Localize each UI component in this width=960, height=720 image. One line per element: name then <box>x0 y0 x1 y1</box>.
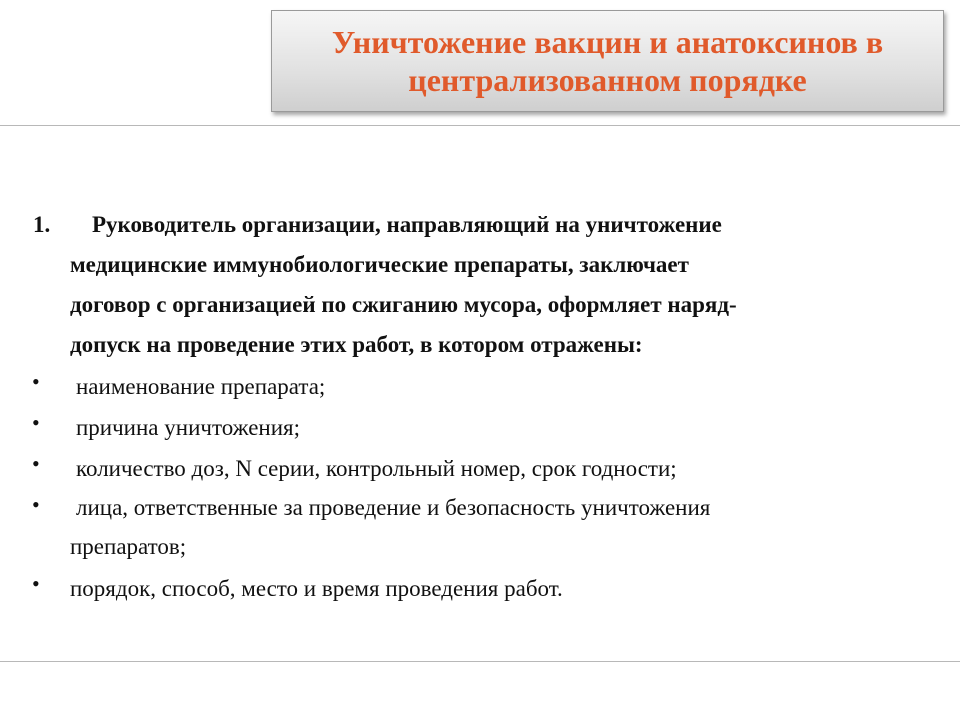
bullet-icon: • <box>32 410 40 435</box>
bullet-icon: • <box>32 492 40 517</box>
bullet-item-4-continued: препаратов; <box>70 534 187 559</box>
item-number: 1. <box>33 212 51 237</box>
bullet-icon: • <box>32 369 40 394</box>
bullet-item-2: причина уничтожения; <box>76 415 301 440</box>
bullet-item-1: наименование препарата; <box>76 374 326 399</box>
bottom-divider <box>0 661 960 662</box>
bullet-item-4: лица, ответственные за проведение и безопасность уничтожения <box>76 495 711 520</box>
bullet-icon: • <box>32 571 40 596</box>
intro-line-2: медицинские иммунобиологические препараты, заключает <box>70 252 689 277</box>
bullet-item-3: количество доз, N серии, контрольный номер, срок годности; <box>76 456 677 481</box>
bullet-item-5: порядок, способ, место и время проведения работ. <box>70 576 563 601</box>
intro-line-4: допуск на проведение этих работ, в котором отражены: <box>70 332 643 357</box>
bullet-icon: • <box>32 451 40 476</box>
intro-line-1: Руководитель организации, направляющий на уничтожение <box>92 212 722 237</box>
intro-line-3: договор с организацией по сжиганию мусора, оформляет наряд- <box>70 292 737 317</box>
slide-title: Уничтожение вакцин и анатоксинов в централизованном порядке <box>331 24 884 98</box>
